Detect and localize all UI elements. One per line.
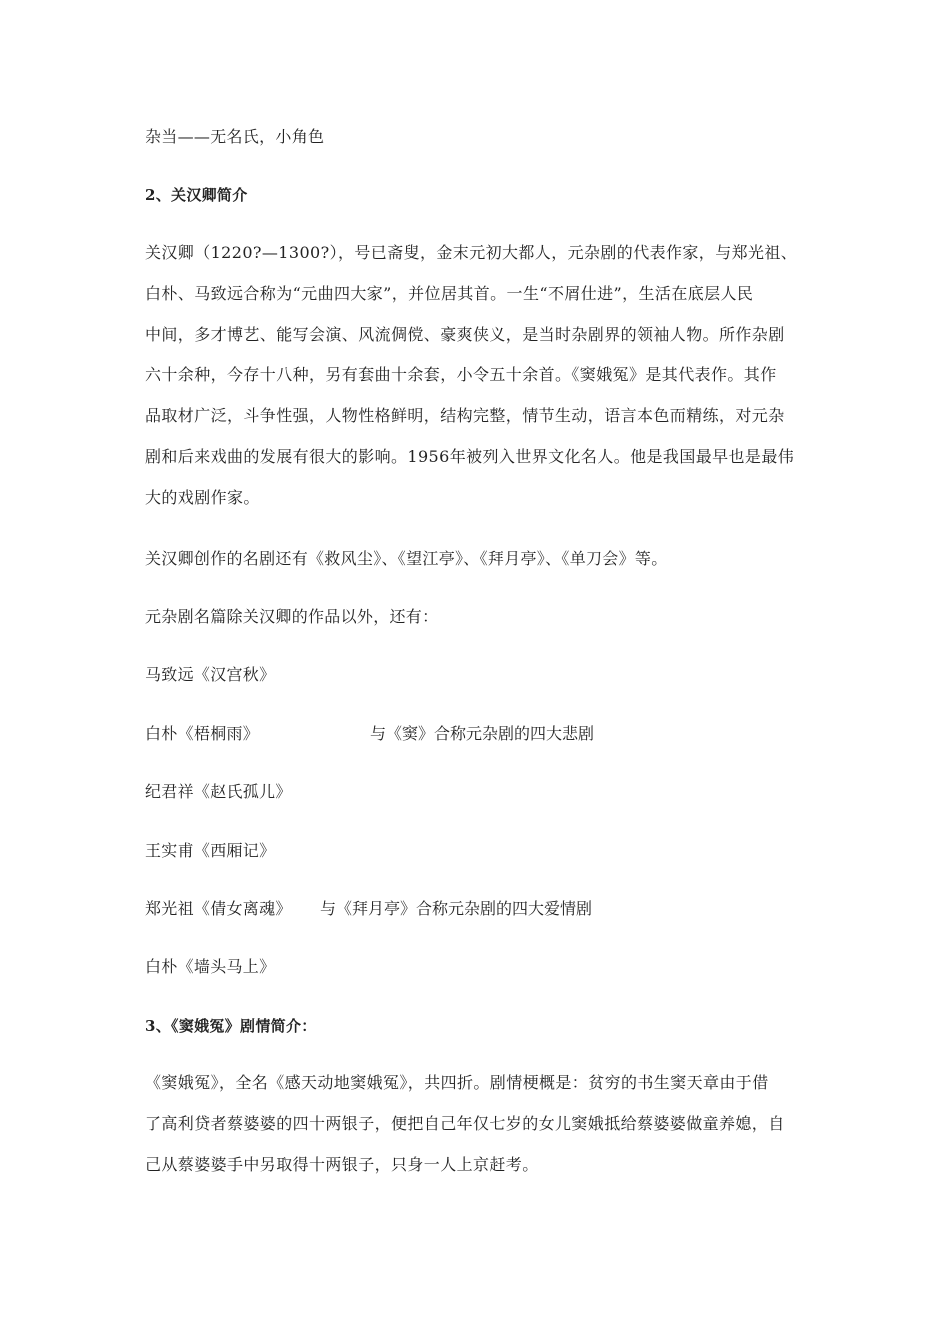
dou-e-plot-paragraph — [145, 1063, 805, 1185]
four-tragedies-note: 与《窦》合称元杂剧的四大悲剧 — [370, 724, 595, 743]
bio-line: 六十余种，今存十八种，另有套曲十余套，小令五十余首。《窦娥冤》是其代表作。其作 — [145, 365, 777, 385]
work-item-bai-pu-wutongyu: 白朴《梧桐雨》 — [145, 724, 260, 743]
role-zadang-line: 杂当——无名氏，小角色 — [145, 127, 325, 146]
four-love-dramas-note: 与《拜月亭》合称元杂剧的四大爱情剧 — [320, 899, 593, 918]
plot-line: 《窦娥冤》，全名《感天动地窦娥冤》，共四折。剧情梗概是：贫穷的书生窦天章由于借 — [145, 1073, 769, 1092]
work-item-wang-shifu: 王实甫《西厢记》 — [145, 841, 276, 860]
work-item-bai-pu-qiangtou: 白朴《墙头马上》 — [145, 957, 276, 976]
plot-line: 己从蔡婆婆手中另取得十两银子，只身一人上京赶考。 — [145, 1154, 539, 1174]
section-heading-dou-e-plot: 3、《窦娥冤》剧情简介： — [145, 1017, 317, 1035]
bio-line: 关汉卿（1220?—1300?），号已斋叟，金末元初大都人，元杂剧的代表作家，与郑光祖、 — [145, 243, 798, 262]
other-works-intro: 元杂剧名篇除关汉卿的作品以外，还有： — [145, 607, 439, 626]
bio-line: 大的戏剧作家。 — [145, 487, 260, 507]
work-item-ji-junxiang: 纪君祥《赵氏孤儿》 — [145, 782, 292, 801]
work-item-zheng-guangzu: 郑光祖《倩女离魂》 — [145, 899, 292, 918]
bio-line: 白朴、马致远合称为“元曲四大家”，并位居其首。一生“不屑仕进”，生活在底层人民 — [145, 283, 754, 303]
section-heading-guan-hanqing: 2、关汉卿简介 — [145, 186, 248, 204]
bio-line: 剧和后来戏曲的发展有很大的影响。1956年被列入世界文化名人。他是我国最早也是最伟 — [145, 446, 795, 466]
plot-line: 了高利贷者蔡婆婆的四十两银子，便把自己年仅七岁的女儿窦娥抵给蔡婆婆做童养媳，自 — [145, 1113, 785, 1133]
bio-line: 品取材广泛，斗争性强，人物性格鲜明，结构完整，情节生动，语言本色而精练，对元杂 — [145, 406, 785, 426]
guan-hanqing-bio-paragraph — [145, 233, 805, 519]
bio-line: 中间，多才博艺、能写会演、风流倜傥、豪爽侠义，是当时杂剧界的领袖人物。所作杂剧 — [145, 324, 785, 344]
famous-works-line: 关汉卿创作的名剧还有《救风尘》、《望江亭》、《拜月亭》、《单刀会》等。 — [145, 549, 668, 568]
work-item-ma-zhiyuan: 马致远《汉宫秋》 — [145, 665, 276, 684]
